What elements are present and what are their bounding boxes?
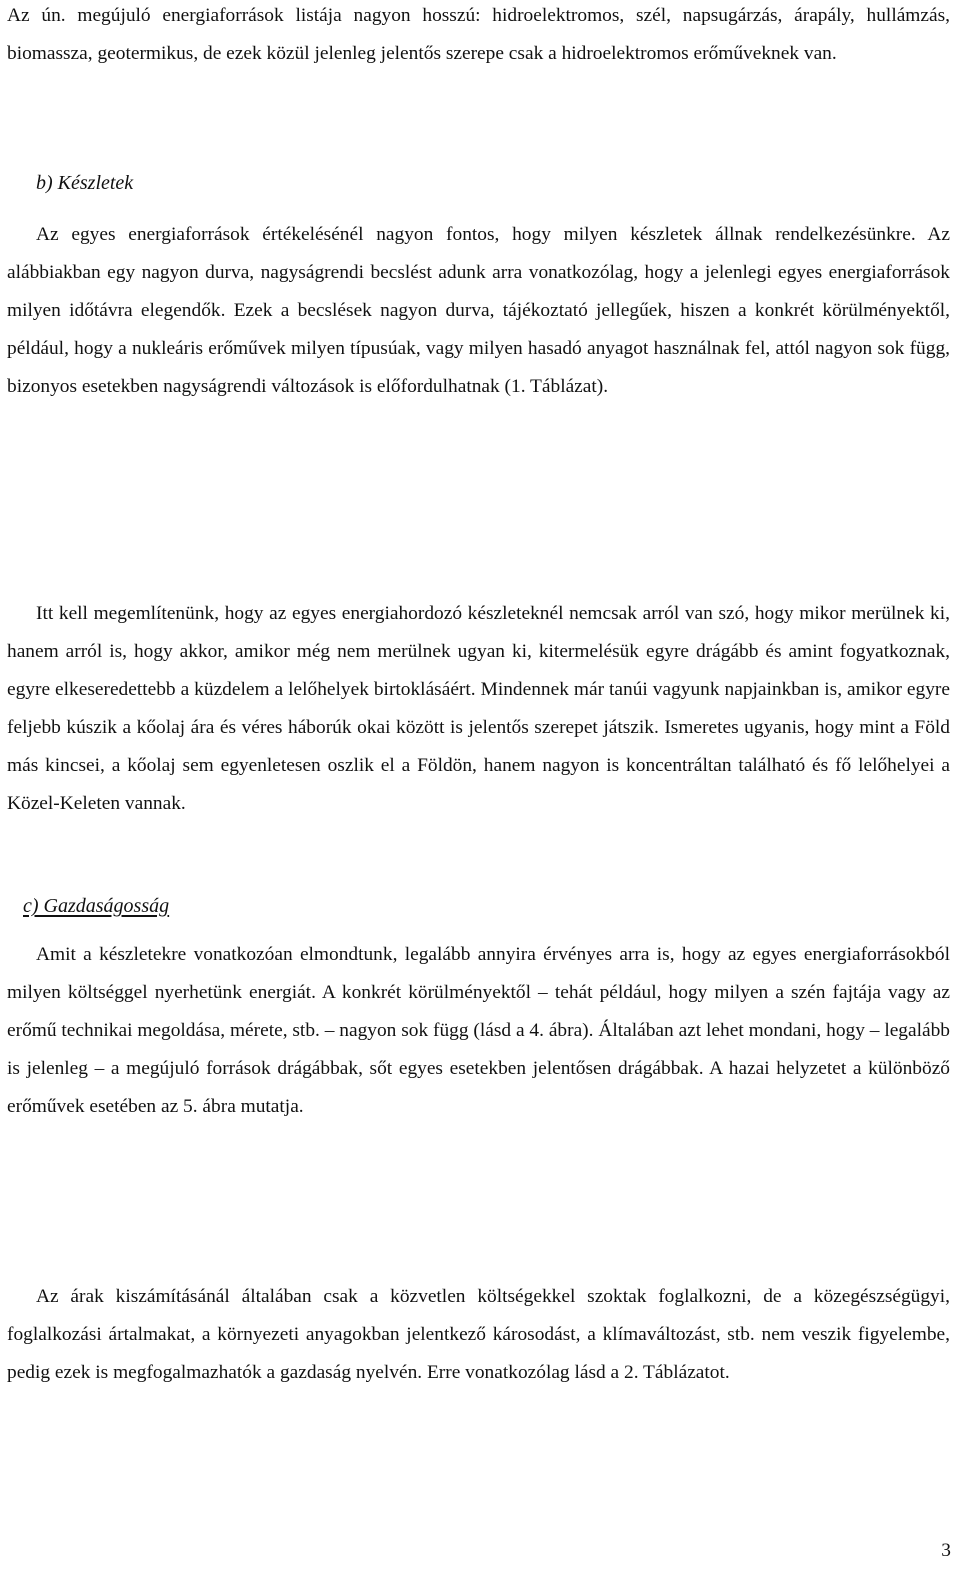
paragraph-economy-costs: Amit a készletekre vonatkozóan elmondtunk, legalább annyira érvényes arra is, hogy az egyes energiaforrásokból milyen költséggel nyerhetünk energiát. A konkrét körülményektől – tehát például, hogy milyen a szén fajtája vagy az erőmű technikai megoldása, mérete, stb. – nagyon sok függ (lásd a 4. ábra). Általában azt lehet mondani, hogy – legalább is jelenleg – a megújuló források drágábbak, sőt egyes esetekben jelentősen drágábbak. A hazai helyzetet a különböző erőművek esetében az 5. ábra mutatja. <box>7 944 950 1117</box>
page-number: 3 <box>941 1540 951 1561</box>
paragraph-reserves-extraction: Itt kell megemlítenünk, hogy az egyes energiahordozó készleteknél nemcsak arról van szó, hogy mikor merülnek ki, hanem arról is, hogy akkor, amikor még nem merülnek ugyan ki, kitermelésük egyre drágább és amint fogyatkoznak, egyre elkeseredettebb a küzdelem a lelőhelyek birtoklásáért. Mindennek már tanúi vagyunk napjainkban is, amikor egyre feljebb kúszik a kőolaj ára és véres háborúk okai között is jelentős szerepet játszik. Ismeretes ugyanis, hogy mint a Föld más kincsei, a kőolaj sem egyenletesen oszlik el a Földön, hanem nagyon is koncentráltan található és fő lelőhelyei a Közel-Keleten vannak. <box>7 603 950 814</box>
section-heading-economy: c) Gazdaságosság <box>23 895 170 917</box>
paragraph-reserves-estimate: Az egyes energiaforrások értékelésénél nagyon fontos, hogy milyen készletek állnak rendelkezésünkre. Az alábbiakban egy nagyon durva, nagyságrendi becslést adunk arra vonatkozólag, hogy a jelenlegi egyes energiaforrások milyen időtávra elegendők. Ezek a becslések nagyon durva, tájékoztató jellegűek, hiszen a konkrét körülményektől, például, hogy a nukleáris erőművek milyen típusúak, vagy milyen hasadó anyagot használnak fel, attól nagyon sok függ, bizonyos esetekben nagyságrendi változások is előfordulhatnak (1. Táblázat). <box>7 224 950 397</box>
paragraph-renewables: Az ún. megújuló energiaforrások listája nagyon hosszú: hidroelektromos, szél, napsugárzás, árapály, hullámzás, biomassza, geotermikus, de ezek közül jelenleg jelentős szerepe csak a hidroelektromos erőműveknek van. <box>7 5 950 64</box>
section-heading-reserves: b) Készletek <box>36 172 134 194</box>
paragraph-economy-prices: Az árak kiszámításánál általában csak a közvetlen költségekkel szoktak foglalkozni, de a közegészségügyi, foglalkozási ártalmakat, a környezeti anyagokban jelentkező károsodást, a klímaváltozást, stb. nem veszik figyelembe, pedig ezek is megfogalmazhatók a gazdaság nyelvén. Erre vonatkozólag lásd a 2. Táblázatot. <box>7 1286 950 1383</box>
